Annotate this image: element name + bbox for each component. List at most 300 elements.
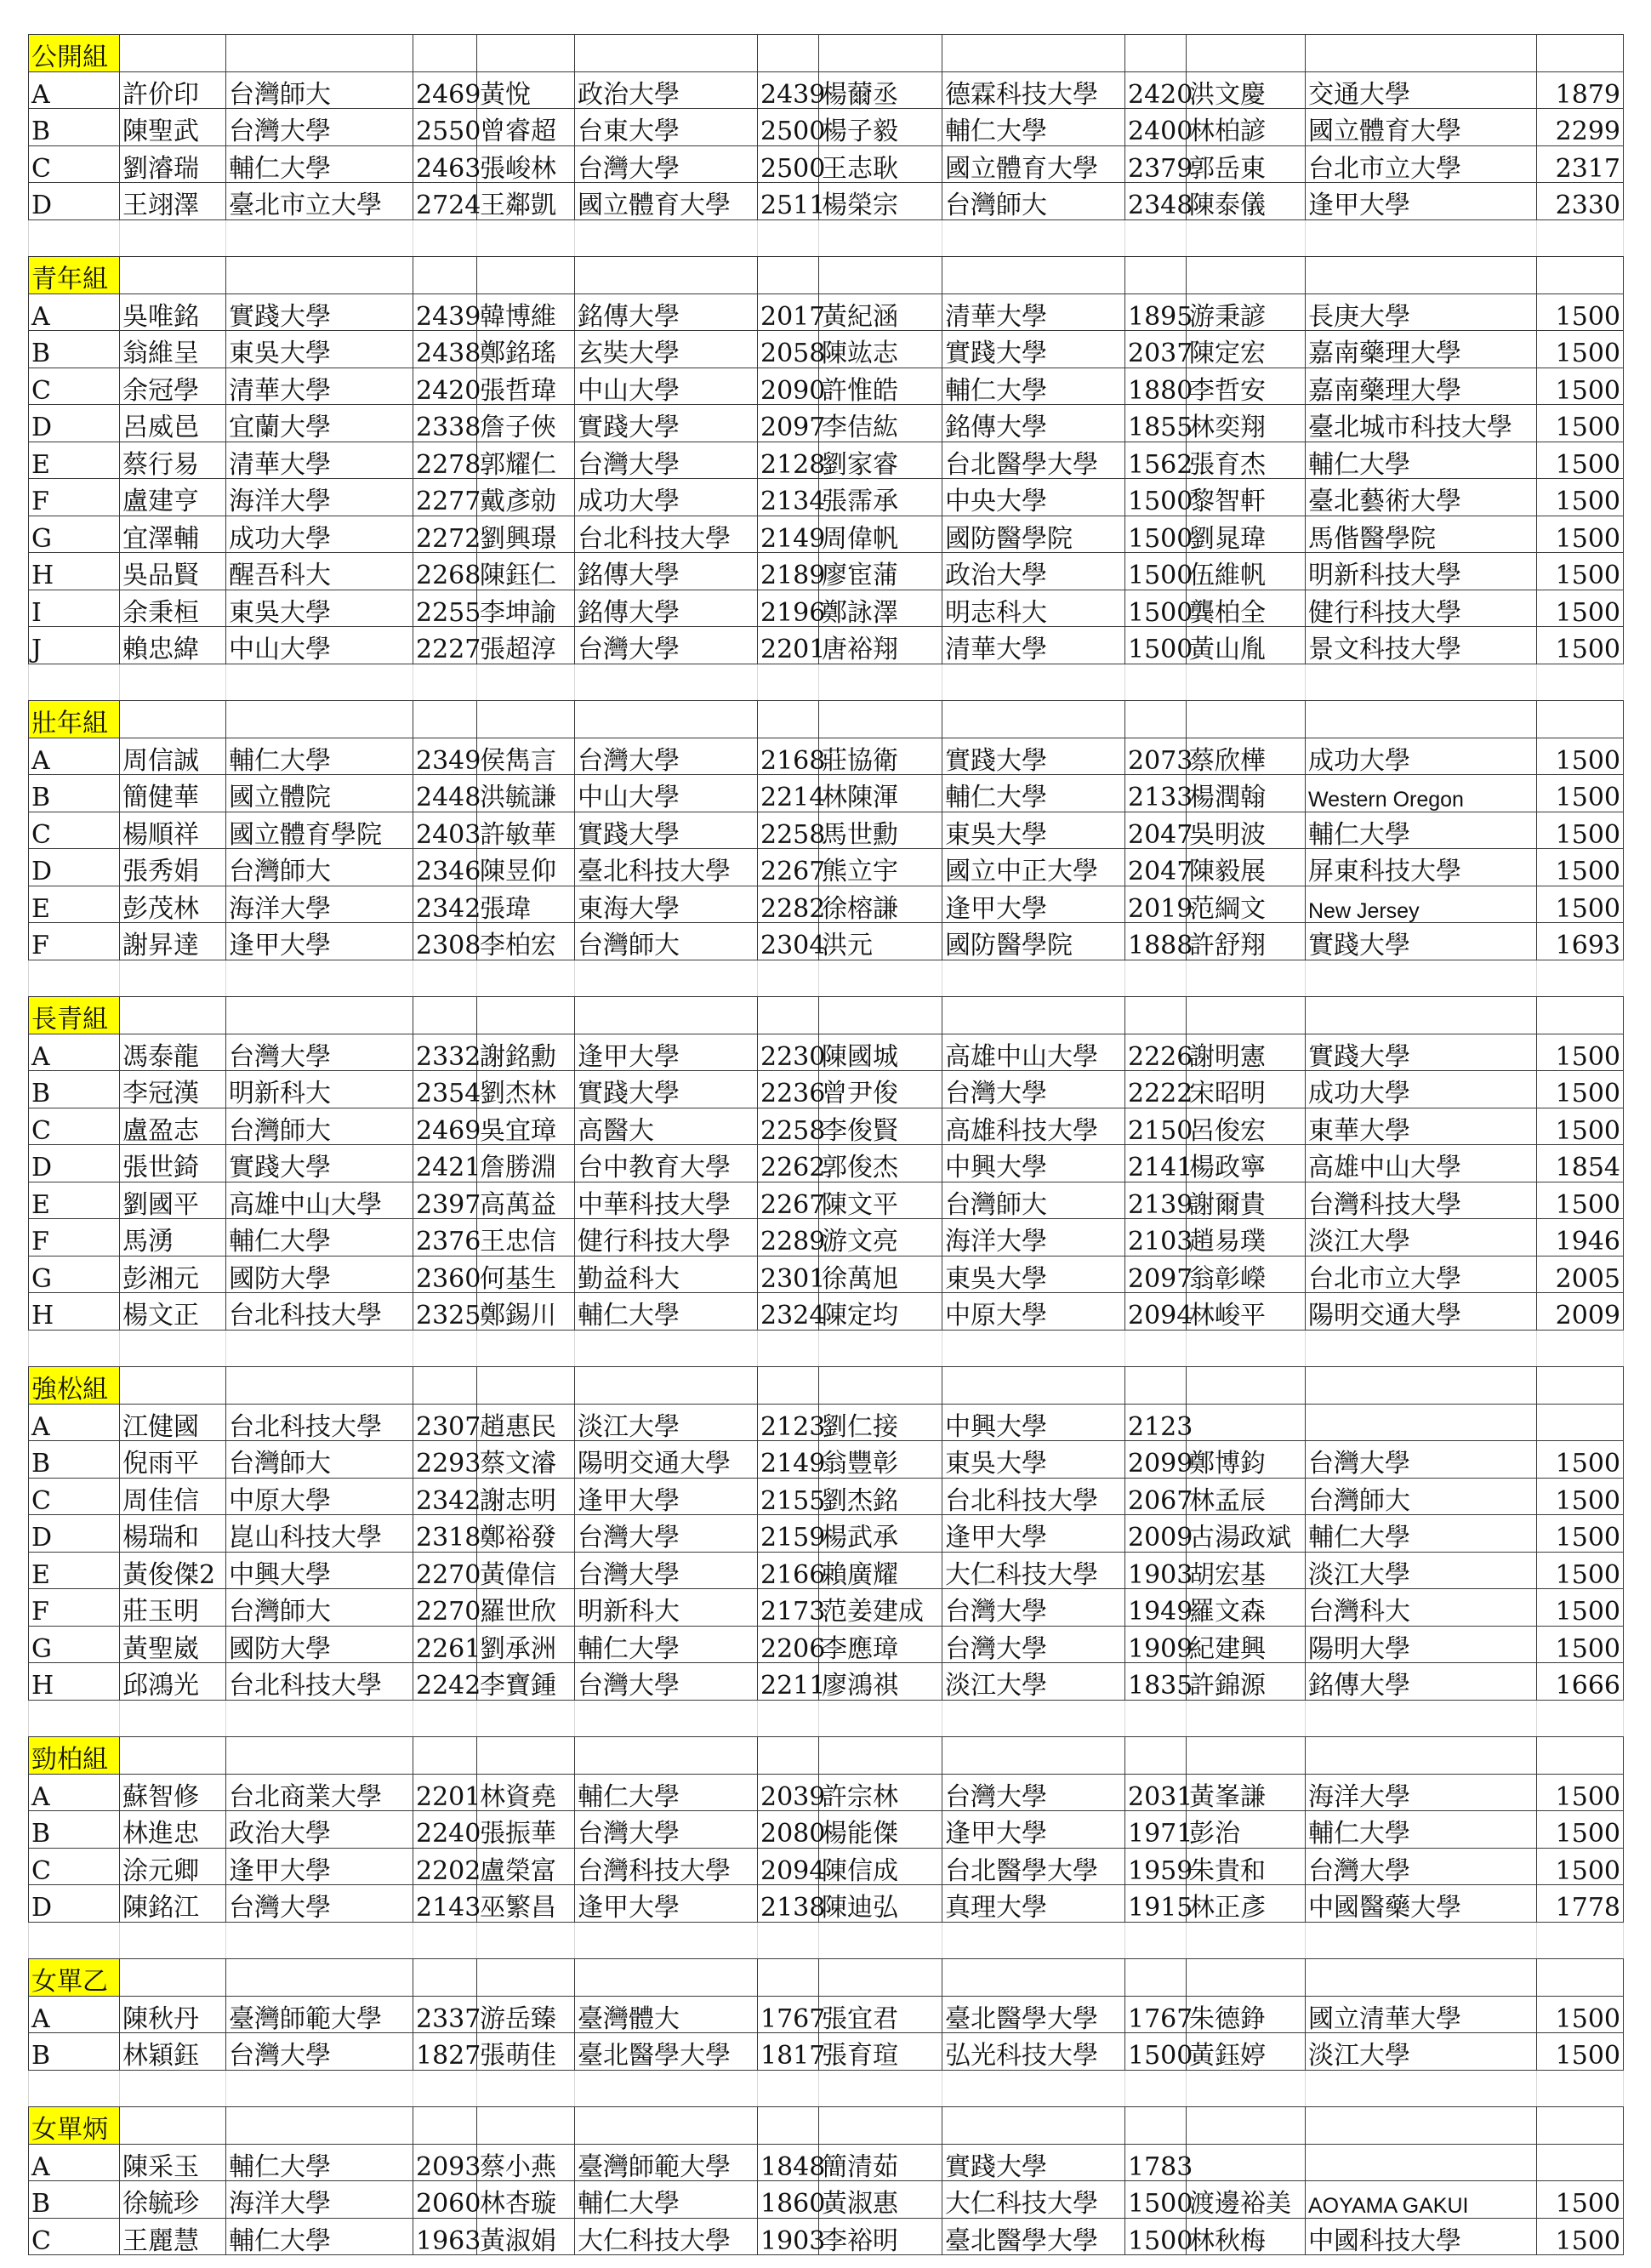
school-name: 臺北市立大學 (226, 183, 413, 220)
player-name: 林杏璇 (477, 2181, 575, 2219)
player-name (1187, 1404, 1306, 1441)
rating-cell: 2349 (413, 738, 477, 775)
school-name: 輔仁大學 (226, 145, 413, 183)
group-letter: I (29, 590, 120, 627)
player-name: 許敏華 (477, 812, 575, 849)
school-name: 中山大學 (575, 775, 758, 812)
school-name: 高雄中山大學 (942, 1034, 1125, 1071)
school-name: 真理大學 (942, 1885, 1125, 1923)
player-name: 巫繁昌 (477, 1885, 575, 1923)
table-row (29, 1182, 1624, 1219)
spacer-row (29, 219, 1624, 257)
rating-cell: 2093 (413, 2144, 477, 2181)
rating-cell: 1500 (1537, 738, 1624, 775)
group-letter: C (29, 368, 120, 405)
group-letter: A (29, 71, 120, 109)
school-name: 實踐大學 (575, 812, 758, 849)
player-name: 張霈承 (819, 479, 942, 516)
rating-cell: 2448 (413, 775, 477, 812)
empty-cell (819, 664, 942, 701)
player-name: 盧建亨 (120, 479, 226, 516)
section-header-row (29, 701, 1624, 738)
rating-cell: 1959 (1125, 1848, 1187, 1885)
player-name: 江健國 (120, 1404, 226, 1441)
school-name: 逢甲大學 (575, 1478, 758, 1515)
player-name: 黃山胤 (1187, 627, 1306, 664)
school-name: 銘傳大學 (1306, 1663, 1537, 1701)
rating-cell: 2469 (413, 71, 477, 109)
school-name: 高雄科技大學 (942, 1108, 1125, 1145)
section-header-row (29, 2107, 1624, 2145)
rating-cell: 2222 (1125, 1071, 1187, 1108)
rating-cell: 2342 (413, 886, 477, 923)
empty-cell (1306, 701, 1537, 738)
player-name: 劉國平 (120, 1182, 226, 1219)
school-name: 淡江大學 (1306, 2033, 1537, 2071)
school-name: 嘉南藥理大學 (1306, 331, 1537, 368)
rating-cell: 1500 (1537, 1515, 1624, 1553)
player-name: 范綱文 (1187, 886, 1306, 923)
table-row (29, 1774, 1624, 1811)
rating-cell: 1817 (758, 2033, 819, 2071)
player-name: 王鄰凱 (477, 183, 575, 220)
player-name: 涂元卿 (120, 1848, 226, 1885)
player-name: 王忠信 (477, 1219, 575, 1257)
player-name: 余秉桓 (120, 590, 226, 627)
empty-cell (1125, 1737, 1187, 1775)
school-name: 實踐大學 (575, 405, 758, 442)
school-name: 高雄中山大學 (1306, 1145, 1537, 1182)
player-name: 劉杰林 (477, 1071, 575, 1108)
player-name: 唐裕翔 (819, 627, 942, 664)
school-name: 台灣大學 (575, 1515, 758, 1553)
empty-cell (1537, 2107, 1624, 2145)
rating-cell: 1915 (1125, 1885, 1187, 1923)
player-name: 黎智軒 (1187, 479, 1306, 516)
group-letter: C (29, 1108, 120, 1145)
table-row (29, 553, 1624, 590)
school-name: 大仁科技大學 (942, 1552, 1125, 1589)
empty-cell (575, 664, 758, 701)
player-name: 鄭錫川 (477, 1293, 575, 1331)
player-name: 黃悅 (477, 71, 575, 109)
rating-cell: 2173 (758, 1589, 819, 1627)
empty-cell (1537, 1737, 1624, 1775)
player-name: 吳宜璋 (477, 1108, 575, 1145)
rating-cell: 2141 (1125, 1145, 1187, 1182)
player-name: 宋昭明 (1187, 1071, 1306, 1108)
rating-cell: 2346 (413, 849, 477, 886)
group-letter: D (29, 183, 120, 220)
school-name: 國立體育大學 (942, 145, 1125, 183)
rating-cell: 1767 (758, 1996, 819, 2033)
school-name: 台灣師大 (226, 1589, 413, 1627)
empty-cell (1125, 1330, 1187, 1367)
player-name: 楊武承 (819, 1515, 942, 1553)
player-name: 彭茂林 (120, 886, 226, 923)
empty-cell (575, 1700, 758, 1737)
section-title: 青年組 (29, 257, 120, 294)
school-name: 台灣科大 (1306, 1589, 1537, 1627)
rating-cell: 2267 (758, 1182, 819, 1219)
school-name: 中國醫藥大學 (1306, 1885, 1537, 1923)
player-name: 黃俊傑2 (120, 1552, 226, 1589)
school-name: New Jersey (1306, 886, 1537, 923)
empty-cell (758, 960, 819, 997)
rating-cell: 2128 (758, 442, 819, 479)
group-letter: H (29, 553, 120, 590)
player-name: 洪元 (819, 923, 942, 960)
empty-cell (226, 2070, 413, 2107)
school-name: 台灣師大 (1306, 1478, 1537, 1515)
rating-cell: 2293 (413, 1441, 477, 1479)
player-name: 劉晁瑋 (1187, 516, 1306, 553)
rating-cell: 2060 (413, 2181, 477, 2219)
player-name: 李柏宏 (477, 923, 575, 960)
rating-cell: 2099 (1125, 1441, 1187, 1479)
rating-cell: 2500 (758, 109, 819, 146)
player-name: 呂威邑 (120, 405, 226, 442)
school-name: 中原大學 (942, 1293, 1125, 1331)
school-name: 弘光科技大學 (942, 2033, 1125, 2071)
school-name: 玄奘大學 (575, 331, 758, 368)
rating-cell: 2230 (758, 1034, 819, 1071)
school-name: 台灣大學 (575, 1811, 758, 1849)
school-name: 實踐大學 (1306, 923, 1537, 960)
table-row (29, 1219, 1624, 1257)
school-name: 台灣大學 (575, 738, 758, 775)
table-row (29, 2181, 1624, 2219)
rating-cell: 1500 (1537, 1441, 1624, 1479)
rating-cell: 2226 (1125, 1034, 1187, 1071)
school-name: 輔仁大學 (226, 2218, 413, 2255)
empty-cell (1187, 997, 1306, 1034)
player-name: 紀建興 (1187, 1626, 1306, 1663)
school-name: 東吳大學 (942, 1441, 1125, 1479)
rating-cell: 2511 (758, 183, 819, 220)
player-name: 古湯政斌 (1187, 1515, 1306, 1553)
group-letter: C (29, 812, 120, 849)
school-name: 輔仁大學 (1306, 1515, 1537, 1553)
school-name: 陽明大學 (1306, 1626, 1537, 1663)
player-name: 范姜建成 (819, 1589, 942, 1627)
empty-cell (120, 1922, 226, 1959)
school-name: 德霖科技大學 (942, 71, 1125, 109)
school-name: 輔仁大學 (575, 2181, 758, 2219)
empty-cell (1125, 1367, 1187, 1405)
school-name: 明志科大 (942, 590, 1125, 627)
player-name: 許舒翔 (1187, 923, 1306, 960)
player-name: 莊玉明 (120, 1589, 226, 1627)
school-name: 輔仁大學 (226, 2144, 413, 2181)
rating-cell: 2282 (758, 886, 819, 923)
player-name: 蔡欣樺 (1187, 738, 1306, 775)
empty-cell (819, 1367, 942, 1405)
rating-cell: 2255 (413, 590, 477, 627)
rating-cell: 2301 (758, 1256, 819, 1293)
player-name: 林峻平 (1187, 1293, 1306, 1331)
player-name: 楊薾丞 (819, 71, 942, 109)
rating-cell: 2338 (413, 405, 477, 442)
rating-cell: 1903 (758, 2218, 819, 2255)
table-row (29, 590, 1624, 627)
player-name: 謝志明 (477, 1478, 575, 1515)
player-name: 陳昱仰 (477, 849, 575, 886)
group-letter: C (29, 2218, 120, 2255)
school-name: 明新科大 (575, 1589, 758, 1627)
empty-cell (819, 2107, 942, 2145)
group-letter: F (29, 923, 120, 960)
rating-cell: 1500 (1537, 1848, 1624, 1885)
empty-cell (942, 35, 1125, 72)
rating-cell: 2348 (1125, 183, 1187, 220)
empty-cell (1306, 35, 1537, 72)
school-name: 逢甲大學 (942, 1515, 1125, 1553)
school-name: 台北科技大學 (226, 1404, 413, 1441)
group-letter: B (29, 1071, 120, 1108)
rating-cell: 2123 (758, 1404, 819, 1441)
empty-cell (120, 219, 226, 257)
player-name: 盧盈志 (120, 1108, 226, 1145)
player-name: 王志耿 (819, 145, 942, 183)
empty-cell (819, 257, 942, 294)
table-row (29, 1552, 1624, 1589)
rating-cell: 1500 (1537, 553, 1624, 590)
empty-cell (413, 2107, 477, 2145)
empty-cell (120, 701, 226, 738)
rating-cell: 2196 (758, 590, 819, 627)
rating-cell: 1767 (1125, 1996, 1187, 2033)
school-name: 國立體育學院 (226, 812, 413, 849)
school-name: 實踐大學 (942, 738, 1125, 775)
school-name: 逢甲大學 (226, 923, 413, 960)
group-letter: B (29, 331, 120, 368)
empty-cell (1125, 219, 1187, 257)
empty-cell (819, 2070, 942, 2107)
school-name: 臺北醫學大學 (575, 2033, 758, 2071)
player-name: 陳聖武 (120, 109, 226, 146)
empty-cell (1306, 1330, 1537, 1367)
rating-cell: 2317 (1537, 145, 1624, 183)
school-name: 輔仁大學 (575, 1293, 758, 1331)
empty-cell (477, 960, 575, 997)
player-name: 吳品賢 (120, 553, 226, 590)
table-row (29, 331, 1624, 368)
empty-cell (758, 701, 819, 738)
empty-cell (477, 1737, 575, 1775)
empty-cell (1537, 1959, 1624, 1997)
player-name: 吳明波 (1187, 812, 1306, 849)
empty-cell (575, 701, 758, 738)
school-name: 成功大學 (575, 479, 758, 516)
table-row (29, 1145, 1624, 1182)
school-name: 銘傳大學 (575, 553, 758, 590)
school-name: 健行科技大學 (1306, 590, 1537, 627)
player-name: 廖鴻祺 (819, 1663, 942, 1701)
rating-cell: 2332 (413, 1034, 477, 1071)
empty-cell (1306, 1737, 1537, 1775)
rating-cell: 2103 (1125, 1219, 1187, 1257)
player-name: 張振華 (477, 1811, 575, 1849)
empty-cell (1187, 257, 1306, 294)
school-name: 政治大學 (226, 1811, 413, 1849)
empty-cell (819, 1922, 942, 1959)
school-name: 台灣大學 (226, 2033, 413, 2071)
spacer-row (29, 2070, 1624, 2107)
rating-cell: 1895 (1125, 293, 1187, 331)
school-name: 臺灣師範大學 (226, 1996, 413, 2033)
empty-cell (226, 219, 413, 257)
rating-cell: 2143 (413, 1885, 477, 1923)
empty-cell (1125, 701, 1187, 738)
school-name: 臺灣師範大學 (575, 2144, 758, 2181)
player-name: 劉濬瑞 (120, 145, 226, 183)
section-header-row (29, 997, 1624, 1034)
empty-cell (120, 35, 226, 72)
rating-cell: 2133 (1125, 775, 1187, 812)
empty-cell (120, 1737, 226, 1775)
rating-cell: 2201 (758, 627, 819, 664)
rating-cell: 1500 (1537, 775, 1624, 812)
player-name: 倪雨平 (120, 1441, 226, 1479)
school-name: Western Oregon (1306, 775, 1537, 812)
school-name: 屏東科技大學 (1306, 849, 1537, 886)
rating-cell: 1778 (1537, 1885, 1624, 1923)
rating-cell: 2299 (1537, 109, 1624, 146)
school-name: 淡江大學 (942, 1663, 1125, 1701)
player-name: 宜澤輔 (120, 516, 226, 553)
school-name: 中山大學 (226, 627, 413, 664)
table-row (29, 812, 1624, 849)
rating-cell: 2094 (1125, 1293, 1187, 1331)
empty-cell (758, 2107, 819, 2145)
empty-cell (413, 219, 477, 257)
empty-cell (819, 35, 942, 72)
empty-cell (120, 1700, 226, 1737)
empty-cell (1187, 1330, 1306, 1367)
section-title: 長青組 (29, 997, 120, 1034)
school-name: 東吳大學 (942, 812, 1125, 849)
player-name: 侯雋言 (477, 738, 575, 775)
school-name: 長庚大學 (1306, 293, 1537, 331)
empty-cell (942, 1700, 1125, 1737)
rating-cell: 1500 (1537, 1811, 1624, 1849)
rating-cell: 1500 (1537, 442, 1624, 479)
player-name: 羅世欣 (477, 1589, 575, 1627)
player-name: 蔡行易 (120, 442, 226, 479)
rating-cell: 1500 (1125, 2181, 1187, 2219)
school-name: 國防大學 (226, 1256, 413, 1293)
school-name: 東華大學 (1306, 1108, 1537, 1145)
empty-cell (819, 1737, 942, 1775)
player-name: 林陳渾 (819, 775, 942, 812)
school-name: 台灣大學 (942, 1589, 1125, 1627)
empty-cell (1537, 701, 1624, 738)
player-name: 伍維帆 (1187, 553, 1306, 590)
school-name: 台灣師大 (226, 71, 413, 109)
empty-cell (819, 997, 942, 1034)
empty-cell (758, 1737, 819, 1775)
empty-cell (575, 1959, 758, 1997)
school-name: 政治大學 (575, 71, 758, 109)
group-letter: G (29, 1626, 120, 1663)
rating-cell: 2047 (1125, 849, 1187, 886)
empty-cell (575, 960, 758, 997)
table-row (29, 886, 1624, 923)
group-letter: B (29, 1441, 120, 1479)
player-name: 黃紀涵 (819, 293, 942, 331)
school-name: 明新科技大學 (1306, 553, 1537, 590)
table-row (29, 1441, 1624, 1479)
player-name: 劉仁接 (819, 1404, 942, 1441)
player-name: 黃鈺婷 (1187, 2033, 1306, 2071)
rating-cell: 2261 (413, 1626, 477, 1663)
school-name: 東海大學 (575, 886, 758, 923)
player-name: 徐毓珍 (120, 2181, 226, 2219)
empty-cell (1537, 1922, 1624, 1959)
empty-cell (226, 257, 413, 294)
player-name: 簡健華 (120, 775, 226, 812)
empty-cell (477, 1700, 575, 1737)
rating-cell: 1500 (1125, 2218, 1187, 2255)
school-name (1306, 2144, 1537, 2181)
school-name: 台北市立大學 (1306, 145, 1537, 183)
rating-cell: 2211 (758, 1663, 819, 1701)
empty-cell (942, 257, 1125, 294)
rating-cell: 2308 (413, 923, 477, 960)
player-name: 陳定宏 (1187, 331, 1306, 368)
rating-cell: 1500 (1537, 1478, 1624, 1515)
player-name: 吳唯銘 (120, 293, 226, 331)
group-letter: D (29, 1515, 120, 1553)
school-name: 景文科技大學 (1306, 627, 1537, 664)
school-name: 臺北醫學大學 (942, 2218, 1125, 2255)
player-name: 楊順祥 (120, 812, 226, 849)
school-name: 中華科技大學 (575, 1182, 758, 1219)
group-letter: E (29, 442, 120, 479)
school-name: 國立體育大學 (1306, 109, 1537, 146)
empty-cell (575, 1367, 758, 1405)
group-letter: D (29, 849, 120, 886)
player-name: 謝銘勳 (477, 1034, 575, 1071)
rating-cell: 1848 (758, 2144, 819, 2181)
empty-cell (477, 219, 575, 257)
table-row (29, 516, 1624, 553)
player-name: 徐榕謙 (819, 886, 942, 923)
rating-cell: 2270 (413, 1589, 477, 1627)
rating-cell: 2037 (1125, 331, 1187, 368)
empty-cell (1306, 2070, 1537, 2107)
school-name: 逢甲大學 (942, 886, 1125, 923)
empty-cell (1537, 257, 1624, 294)
empty-cell (1187, 701, 1306, 738)
player-name: 周信誠 (120, 738, 226, 775)
empty-cell (1187, 219, 1306, 257)
school-name: 銘傳大學 (942, 405, 1125, 442)
player-name: 李坤諭 (477, 590, 575, 627)
rating-cell: 1854 (1537, 1145, 1624, 1182)
rating-cell: 1827 (413, 2033, 477, 2071)
rating-cell: 1835 (1125, 1663, 1187, 1701)
empty-cell (1306, 219, 1537, 257)
player-name: 盧榮富 (477, 1848, 575, 1885)
player-name: 許錦源 (1187, 1663, 1306, 1701)
rating-cell: 2469 (413, 1108, 477, 1145)
empty-cell (758, 1700, 819, 1737)
rating-cell: 2376 (413, 1219, 477, 1257)
school-name: 成功大學 (226, 516, 413, 553)
empty-cell (413, 1959, 477, 1997)
